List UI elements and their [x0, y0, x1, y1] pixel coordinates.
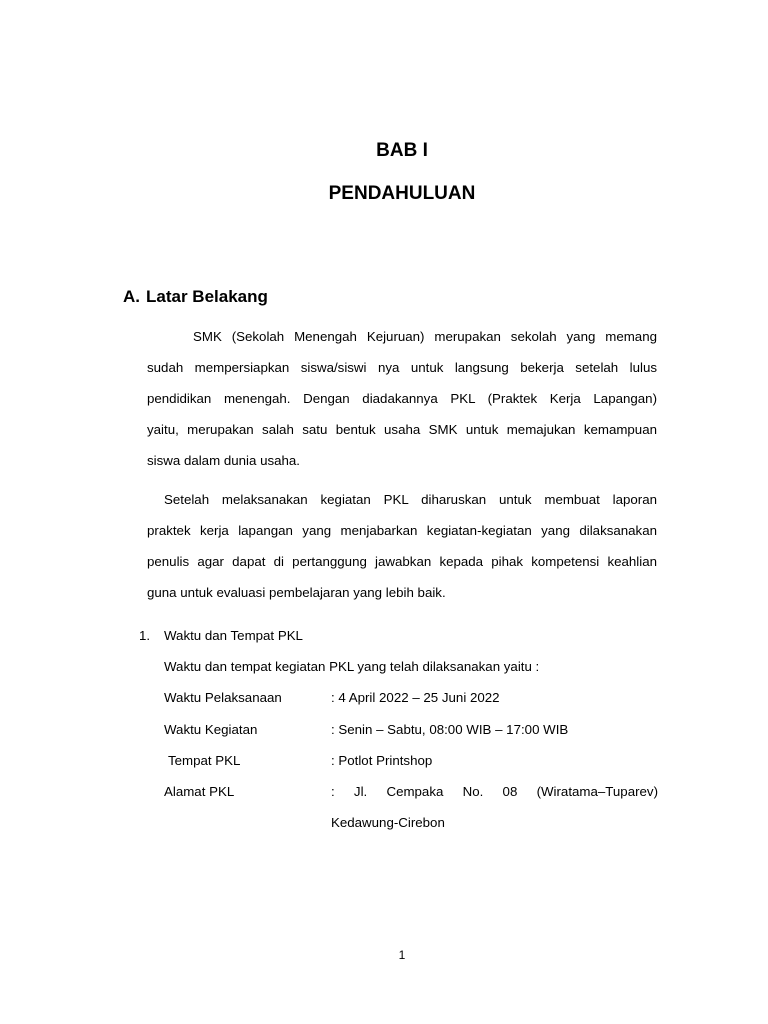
paragraph-line: pendidikan menengah. Dengan diadakannya PKL (Praktek Kerja Lapangan) [147, 391, 657, 406]
chapter-title: PENDAHULUAN [328, 183, 476, 204]
section-letter: A. [123, 287, 140, 306]
paragraph-line: guna untuk evaluasi pembelajaran yang lebih baik. [147, 585, 446, 600]
info-label-waktu-pelaksanaan: Waktu Pelaksanaan [164, 690, 282, 705]
paragraph-line: praktek kerja lapangan yang menjabarkan kegiatan-kegiatan yang dilaksanakan [147, 523, 657, 538]
list-intro: Waktu dan tempat kegiatan PKL yang telah dilaksanakan yaitu : [164, 659, 540, 674]
list-number: 1. [139, 628, 151, 643]
section-title: Latar Belakang [146, 287, 268, 306]
chapter-number: BAB I [376, 140, 428, 161]
info-value-alamat-pkl-cont: Kedawung-Cirebon [331, 815, 445, 830]
paragraph-line: siswa dalam dunia usaha. [147, 453, 301, 468]
paragraph-line: Setelah melaksanakan kegiatan PKL diharuskan untuk membuat laporan [164, 492, 657, 507]
info-value-alamat-pkl: : Jl. Cempaka No. 08 (Wiratama–Tuparev) [331, 784, 658, 799]
info-value-waktu-kegiatan: : Senin – Sabtu, 08:00 WIB – 17:00 WIB [331, 722, 569, 737]
info-value-waktu-pelaksanaan: : 4 April 2022 – 25 Juni 2022 [331, 690, 500, 705]
paragraph-line: SMK (Sekolah Menengah Kejuruan) merupakan sekolah yang memang [193, 329, 657, 344]
section-heading [123, 287, 268, 307]
info-label-tempat-pkl: Tempat PKL [168, 753, 241, 768]
page-number: 1 [398, 948, 406, 962]
paragraph-line: yaitu, merupakan salah satu bentuk usaha SMK untuk memajukan kemampuan [147, 422, 657, 437]
list-title: Waktu dan Tempat PKL [164, 628, 303, 643]
info-label-alamat-pkl: Alamat PKL [164, 784, 235, 799]
info-label-waktu-kegiatan: Waktu Kegiatan [164, 722, 258, 737]
paragraph-line: sudah mempersiapkan siswa/siswi nya untuk langsung bekerja setelah lulus [147, 360, 657, 375]
info-value-tempat-pkl: : Potlot Printshop [331, 753, 433, 768]
paragraph-line: penulis agar dapat di pertanggung jawabkan kepada pihak kompetensi keahlian [147, 554, 657, 569]
